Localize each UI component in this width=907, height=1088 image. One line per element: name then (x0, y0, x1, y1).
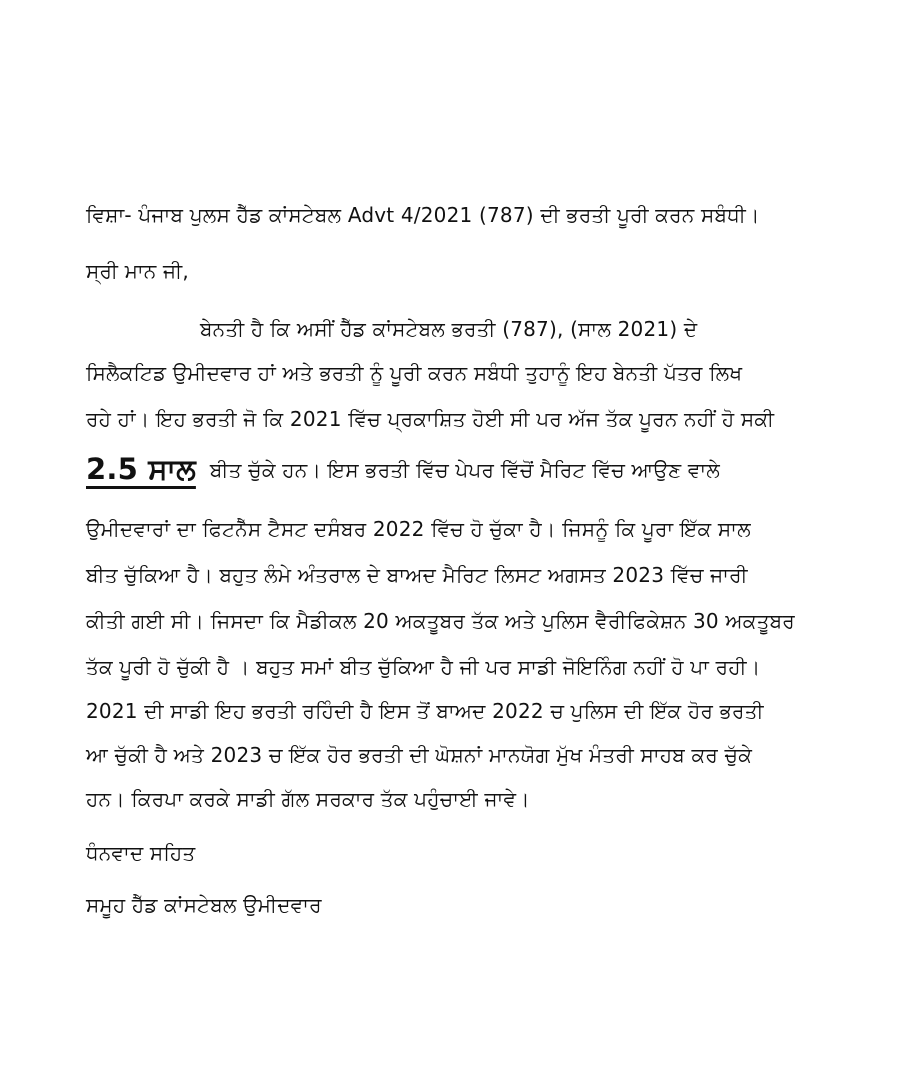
signature: ਸਮੂਹ ਹੈੱਡ ਕਾਂਸਟੇਬਲ ਉਮੀਦਵਾਰ (86, 893, 322, 917)
duration-highlight: 2.5 ਸਾਲ (86, 452, 196, 486)
body-line: ਬੀਤ ਚੁੱਕਿਆ ਹੈ। ਬਹੁਤ ਲੰਮੇ ਅੰਤਰਾਲ ਦੇ ਬਾਅਦ ਮੈਰਿਟ ਲਿਸਟ ਅਗਸਤ 2023 ਵਿੱਚ ਜਾਰੀ (86, 563, 748, 587)
body-line: ਸਿਲੈਕਟਿਡ ਉਮੀਦਵਾਰ ਹਾਂ ਅਤੇ ਭਰਤੀ ਨੂੰ ਪੂਰੀ ਕਰਨ ਸਬੰਧੀ ਤੁਹਾਨੂੰ ਇਹ ਬੇਨਤੀ ਪੱਤਰ ਲਿਖ (86, 361, 743, 385)
body-line-with-highlight (86, 452, 720, 486)
salutation: ਸ੍ਰੀ ਮਾਨ ਜੀ, (86, 259, 189, 283)
body-line-rest: ਬੀਤ ਚੁੱਕੇ ਹਨ। ਇਸ ਭਰਤੀ ਵਿੱਚ ਪੇਪਰ ਵਿੱਚੋਂ ਮੈਰਿਟ ਵਿੱਚ ਆਉਣ ਵਾਲੇ (209, 458, 721, 482)
closing: ਧੰਨਵਾਦ ਸਹਿਤ (86, 841, 196, 865)
body-line: 2021 ਦੀ ਸਾਡੀ ਇਹ ਭਰਤੀ ਰਹਿੰਦੀ ਹੈ ਇਸ ਤੋਂ ਬਾਅਦ 2022 ਚ ਪੁਲਿਸ ਦੀ ਇੱਕ ਹੋਰ ਭਰਤੀ (86, 699, 764, 723)
body-line: ਰਹੇ ਹਾਂ। ਇਹ ਭਰਤੀ ਜੋ ਕਿ 2021 ਵਿੱਚ ਪ੍ਰਕਾਸ਼ਿਤ ਹੋਈ ਸੀ ਪਰ ਅੱਜ ਤੱਕ ਪੂਰਨ ਨਹੀਂ ਹੋ ਸਕੀ (86, 407, 775, 431)
body-line: ਬੇਨਤੀ ਹੈ ਕਿ ਅਸੀਂ ਹੈੱਡ ਕਾਂਸਟੇਬਲ ਭਰਤੀ (787), (ਸਾਲ 2021) ਦੇ (200, 317, 698, 341)
subject-line: ਵਿਸ਼ਾ- ਪੰਜਾਬ ਪੁਲਸ ਹੈੱਡ ਕਾਂਸਟੇਬਲ Advt 4/2021 (787) ਦੀ ਭਰਤੀ ਪੂਰੀ ਕਰਨ ਸਬੰਧੀ। (86, 203, 760, 227)
body-line: ਤੱਕ ਪੂਰੀ ਹੋ ਚੁੱਕੀ ਹੈ । ਬਹੁਤ ਸਮਾਂ ਬੀਤ ਚੁੱਕਿਆ ਹੈ ਜੀ ਪਰ ਸਾਡੀ ਜੋਇਨਿੰਗ ਨਹੀਂ ਹੋ ਪਾ ਰਹੀ। (86, 655, 761, 679)
body-line: ਕੀਤੀ ਗਈ ਸੀ। ਜਿਸਦਾ ਕਿ ਮੈਡੀਕਲ 20 ਅਕਤੂਬਰ ਤੱਕ ਅਤੇ ਪੁਲਿਸ ਵੈਰੀਫਿਕੇਸ਼ਨ 30 ਅਕਤੂਬਰ (86, 609, 795, 633)
body-line: ਆ ਚੁੱਕੀ ਹੈ ਅਤੇ 2023 ਚ ਇੱਕ ਹੋਰ ਭਰਤੀ ਦੀ ਘੋਸ਼ਨਾਂ ਮਾਨਯੋਗ ਮੁੱਖ ਮੰਤਰੀ ਸਾਹਬ ਕਰ ਚੁੱਕੇ (86, 743, 753, 767)
body-line: ਉਮੀਦਵਾਰਾਂ ਦਾ ਫਿਟਨੈੱਸ ਟੈਸਟ ਦਸੰਬਰ 2022 ਵਿੱਚ ਹੋ ਚੁੱਕਾ ਹੈ। ਜਿਸਨੂੰ ਕਿ ਪੂਰਾ ਇੱਕ ਸਾਲ (86, 517, 751, 541)
body-line: ਹਨ। ਕਿਰਪਾ ਕਰਕੇ ਸਾਡੀ ਗੱਲ ਸਰਕਾਰ ਤੱਕ ਪਹੁੰਚਾਈ ਜਾਵੇ। (86, 787, 530, 811)
